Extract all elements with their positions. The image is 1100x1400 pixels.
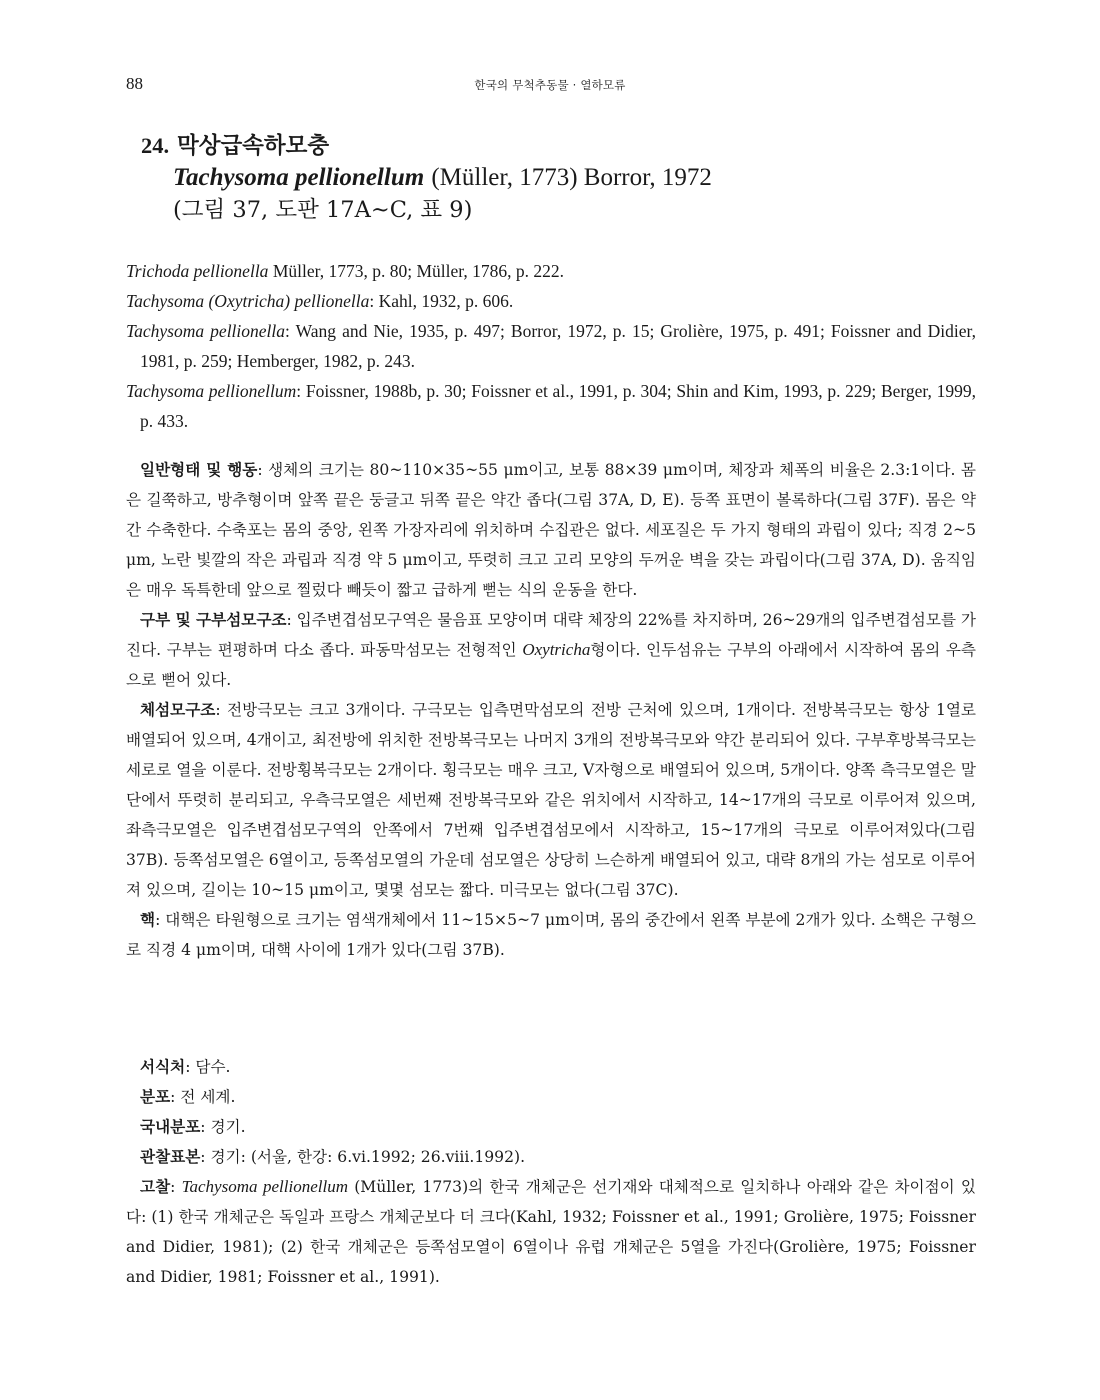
figure-reference: (그림 37, 도판 17A~C, 표 9) [173, 197, 473, 223]
synonym-name: Tachysoma pellionellum [126, 381, 297, 401]
oral-structure-text: : 입주변겹섬모구역은 물음표 모양이며 대략 체장의 22%를 차지하며, 26~29개의 입주변겹섬모를 가진다. 구부는 편평하며 다소 좁다. 파동막섬모는 전형적인 [126, 611, 976, 659]
species-number: 24. [141, 133, 170, 158]
synonymy-list [126, 256, 976, 436]
habitat-text: : 담수. [185, 1058, 231, 1076]
synonym-entry [126, 256, 976, 286]
notes-section [126, 1052, 976, 1292]
specimens-label: 관찰표본 [140, 1147, 201, 1166]
general-morphology-paragraph [126, 455, 976, 605]
somatic-ciliature-paragraph [126, 695, 976, 905]
running-header [126, 74, 974, 98]
oral-structure-text-end: 형이다. 인두섬유는 구부의 아래에서 시작하여 몸의 우측으로 뻗어 있다. [126, 641, 976, 689]
synonym-name: Tachysoma pellionella [126, 321, 286, 341]
somatic-ciliature-label: 체섬모구조 [140, 700, 216, 719]
nucleus-label: 핵 [140, 910, 156, 929]
page-number: 88 [126, 74, 143, 93]
oral-structure-paragraph [126, 605, 976, 695]
synonym-entry [126, 286, 976, 316]
remarks-text: (Müller, 1773)의 한국 개체군은 선기재와 대체적으로 일치하나 아래와 같은 차이점이 있다: (1) 한국 개체군은 독일과 프랑스 개체군보다 더 크다(Kahl, 1932; Foissner et al., 1991; Grolière, 1975; Foissner and Didier, 1981); (2) 한국 개체군은 등쪽섬모열이 6열이나 유럽 개체군은 5열을 가진다(Grolière, 1975; Foissner and Didier, 1981; Foissner et al., 1991). [126, 1178, 976, 1286]
oral-genus-name: Oxytricha [522, 640, 591, 659]
korea-distribution-label: 국내분포 [140, 1117, 201, 1136]
synonym-name: Tachysoma (Oxytricha) pellionella [126, 291, 370, 311]
description-section [126, 455, 976, 965]
remarks-paragraph [126, 1172, 976, 1292]
remarks-species-name: Tachysoma pellionellum [181, 1177, 348, 1196]
species-scientific-heading [141, 162, 961, 194]
specimens-line [126, 1142, 976, 1172]
synonym-refs: : Kahl, 1932, p. 606. [369, 291, 514, 311]
remarks-label: 고찰 [140, 1177, 171, 1196]
specimens-text: : 경기: (서울, 한강: 6.vi.1992; 26.viii.1992). [200, 1148, 526, 1166]
synonym-refs: : Foissner, 1988b, p. 30; Foissner et al., 1991, p. 304; Shin and Kim, 1993, p. 229; Berger, 1999, p. 433. [140, 381, 977, 431]
species-authority: (Müller, 1773) Borror, 1972 [431, 164, 712, 191]
distribution-text: : 전 세계. [170, 1088, 236, 1106]
general-morphology-text: : 생체의 크기는 80~110×35~55 μm이고, 보통 88×39 μm이며, 체장과 체폭의 비율은 2.3:1이다. 몸은 길쭉하고, 방추형이며 앞쪽 끝은 둥글고 뒤쪽 끝은 약간 좁다(그림 37A, D, E). 등쪽 표면이 볼록하다(그림 37F). 몸은 약간 수축한다. 수축포는 몸의 중앙, 왼쪽 가장자리에 위치하며 수집관은 없다. 세포질은 두 가지 형태의 과립이 있다; 직경 2~5 μm, 노란 빛깔의 작은 과립과 직경 약 5 μm이고, 뚜렷히 크고 고리 모양의 두꺼운 벽을 갖는 과립이다(그림 37A, D). 움직임은 매우 독특한데 앞으로 찔렀다 빼듯이 짧고 급하게 뻗는 식의 운동을 한다. [126, 461, 976, 599]
synonym-refs: Müller, 1773, p. 80; Müller, 1786, p. 222. [268, 261, 565, 281]
synonym-refs: : Wang and Nie, 1935, p. 497; Borror, 1972, p. 15; Grolière, 1975, p. 491; Foissner and Didier, 1981, p. 259; Hemberger, 1982, p. 243. [140, 321, 976, 371]
nucleus-paragraph [126, 905, 976, 965]
synonym-name: Trichoda pellionella [126, 261, 269, 281]
general-morphology-label: 일반형태 및 행동 [140, 460, 258, 479]
synonym-entry [126, 376, 976, 436]
oral-structure-label: 구부 및 구부섬모구조 [140, 610, 287, 629]
korea-distribution-text: : 경기. [200, 1118, 246, 1136]
somatic-ciliature-text: : 전방극모는 크고 3개이다. 구극모는 입측면막섬모의 전방 근처에 있으며, 1개이다. 전방복극모는 항상 1열로 배열되어 있으며, 4개이고, 최전방에 위치한 전방복극모는 나머지 3개의 전방복극모와 약간 분리되어 있다. 구부후방복극모는 세로로 열을 이룬다. 전방횡복극모는 2개이다. 횡극모는 매우 크고, V자형으로 배열되어 있으며, 5개이다. 양쪽 측극모열은 말단에서 뚜렷히 분리되고, 우측극모열은 세번째 전방복극모와 같은 위치에서 시작하고, 14~17개의 극모로 이루어져 있으며, 좌측극모열은 입주변겹섬모구역의 안쪽에서 7번째 입주변겹섬모에서 시작하고, 15~17개의 극모로 이루어져있다(그림 37B). 등쪽섬모열은 6열이고, 등쪽섬모열의 가운데 섬모열은 상당히 느슨하게 배열되어 있고, 대략 8개의 가는 섬모로 이루어져 있으며, 길이는 10~15 μm이고, 몇몇 섬모는 짧다. 미극모는 없다(그림 37C). [126, 701, 976, 899]
habitat-label: 서식처 [140, 1057, 186, 1076]
korea-distribution-line [126, 1112, 976, 1142]
nucleus-text: : 대핵은 타원형으로 크기는 염색개체에서 11~15×5~7 μm이며, 몸의 중간에서 왼쪽 부분에 2개가 있다. 소핵은 구형으로 직경 4 μm이며, 대핵 사이에 1개가 있다(그림 37B). [126, 911, 976, 959]
species-scientific-name: Tachysoma pellionellum [173, 164, 425, 191]
habitat-line [126, 1052, 976, 1082]
species-korean-name: 막상급속하모충 [176, 133, 330, 159]
distribution-line [126, 1082, 976, 1112]
running-title: 한국의 무척추동물 · 열하모류 [474, 78, 626, 92]
distribution-label: 분포 [140, 1087, 171, 1106]
synonym-entry [126, 316, 976, 376]
species-title [141, 130, 961, 226]
species-korean-heading [141, 130, 961, 162]
remarks-separator: : [170, 1178, 182, 1196]
